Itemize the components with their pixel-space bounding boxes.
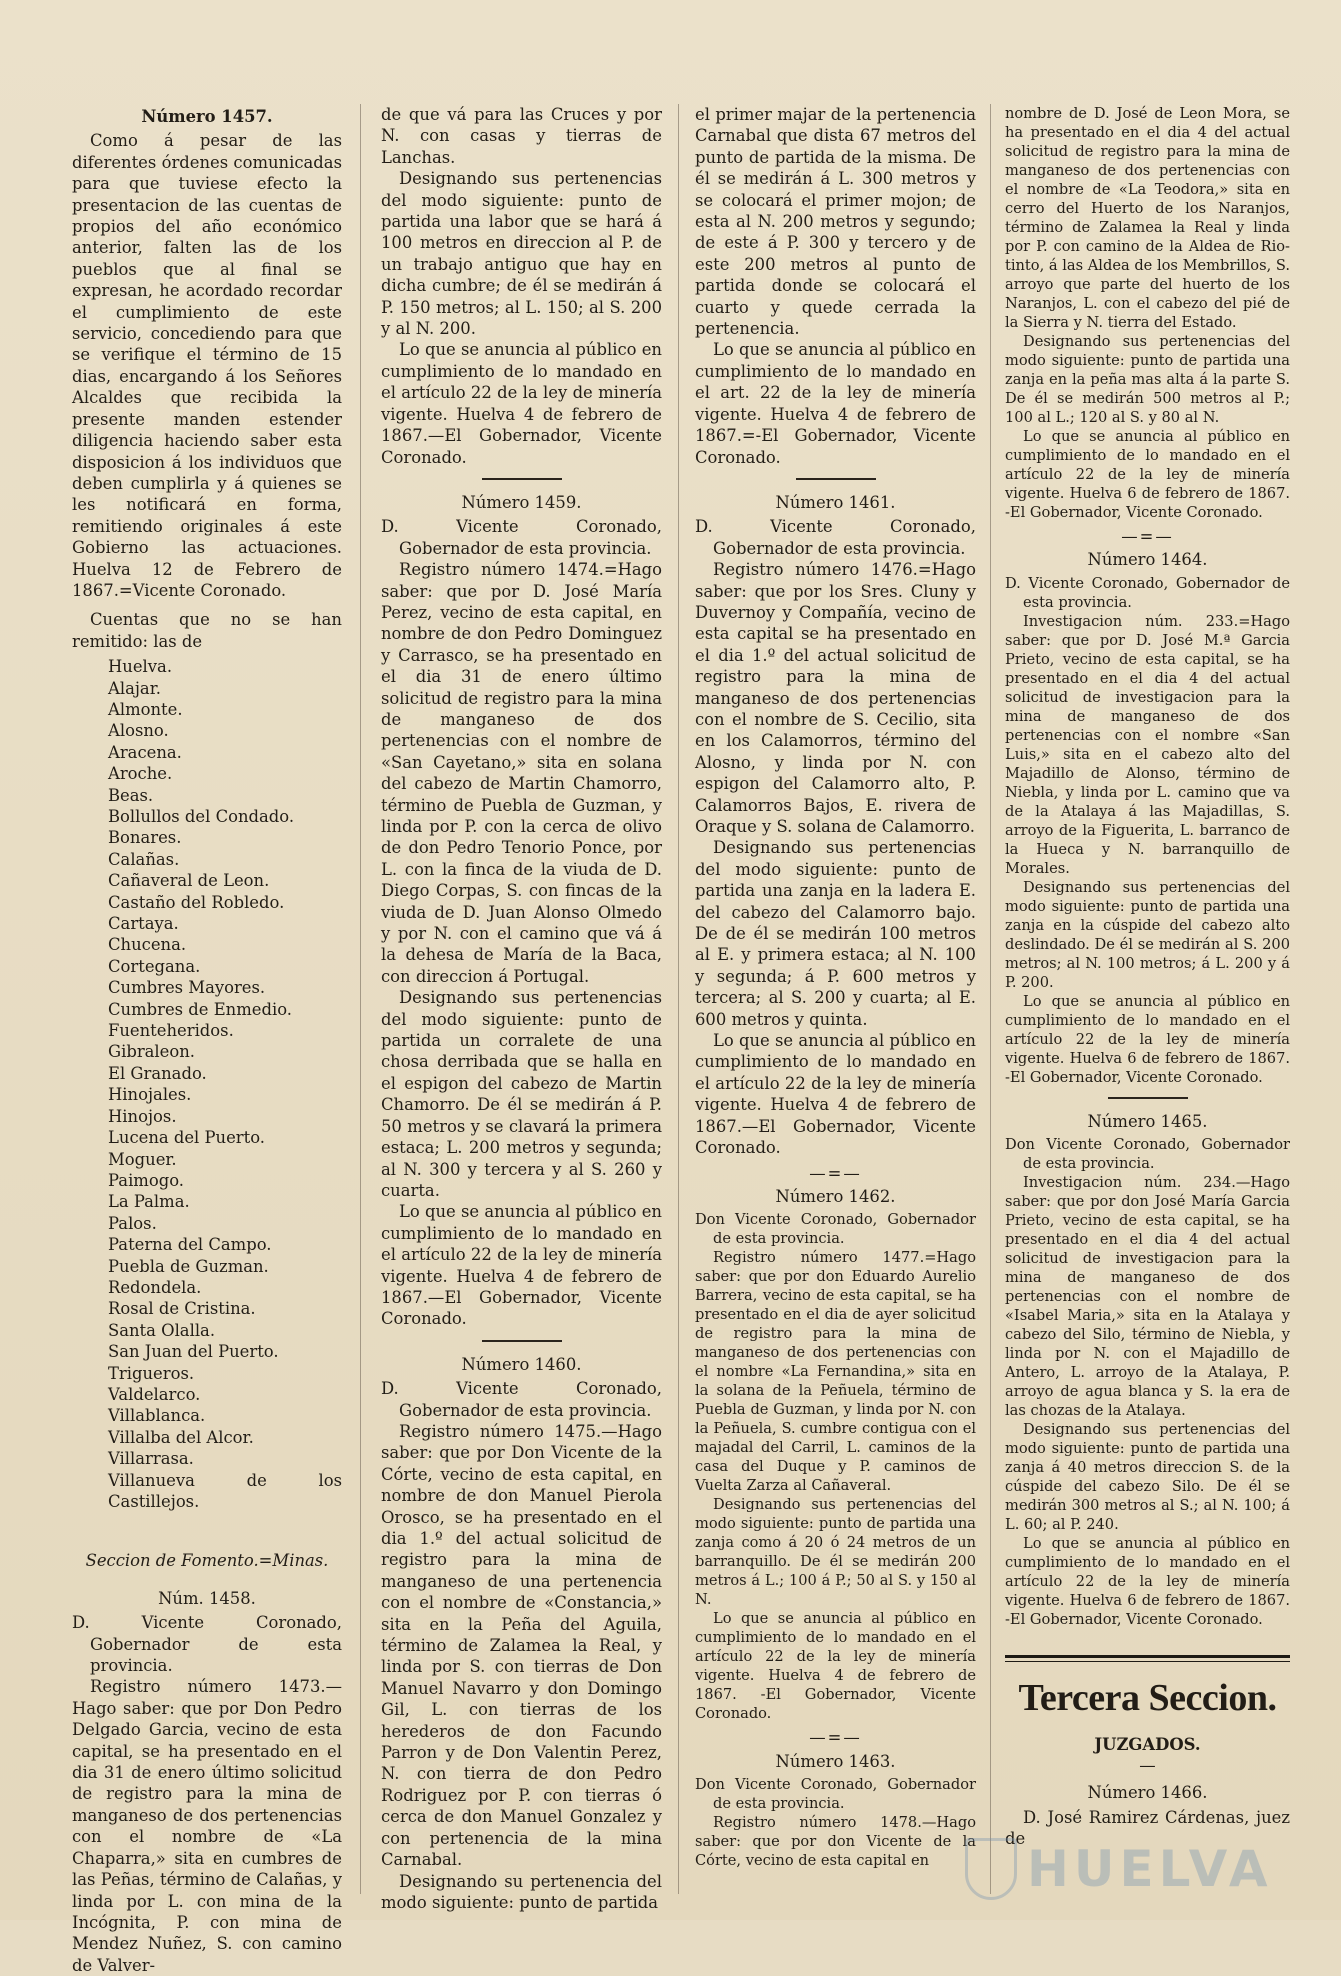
huelva-watermark [965, 1834, 1295, 1904]
column-2 [381, 104, 662, 1913]
notice-1458-title: Núm. 1458. [158, 1588, 256, 1608]
town-item: Paimogo. [108, 1170, 184, 1190]
town-item: El Granado. [108, 1063, 207, 1083]
tercera-seccion-heading: Tercera Seccion. [1018, 1677, 1277, 1720]
juzgados-dash: — [1139, 1756, 1156, 1776]
town-item: Villablanca. [108, 1406, 206, 1426]
notice-1463-block [695, 1775, 976, 1870]
town-item: Almonte. [108, 699, 183, 719]
notice-1461-registration: Registro número 1476.=Hago saber: que por los Sres. Cluny y Duvernoy y Compañía, vecino de esta capital se ha presentado en el dia 1.º del actual solicitud de registro para la mina de manganeso de dos pertenencias con el nombre de S. Cecilio, sita en los Calamorros, término del Alosno, y linda por N. con espigon del Calamorro alto, P. Calamorros Bajos, E. rivera de Oraque y S. solana de Calamorro. [695, 560, 976, 836]
town-item: Calañas. [108, 849, 180, 869]
notice-1465-official: Don Vicente Coronado, Gobernador de esta provincia. [1005, 1136, 1290, 1173]
town-item: Beas. [108, 785, 154, 805]
town-item: Cartaya. [108, 914, 179, 934]
notice-1460-title: Número 1460. [461, 1354, 582, 1374]
town-item: Aroche. [108, 764, 173, 784]
town-item: Rosal de Cristina. [108, 1299, 256, 1319]
town-item: Bollullos del Condado. [108, 807, 295, 826]
notice-1465-designation: Designando sus pertenencias del modo siguiente: punto de partida una zanja á 40 metros direccion S. de la cúspide del cabezo Silo. De él se medirán 300 metros al S.; al N. 100; á L. 60; al P. 240. [1005, 1421, 1290, 1534]
notice-1460-announcement: Lo que se anuncia al público en cumplimiento de lo mandado en el art. 22 de la ley de minería vigente. Huelva 4 de febrero de 1867.=-El Gobernador, Vicente Coronado. [695, 340, 976, 467]
town-item: Alajar. [108, 678, 161, 698]
notice-1465-announcement: Lo que se anuncia al público en cumplimiento de lo mandado en el artículo 22 de la ley de minería vigente. Huelva 6 de febrero de 1867. -El Gobernador, Vicente Coronado. [1005, 1535, 1290, 1629]
town-item: Paterna del Campo. [108, 1235, 272, 1255]
town-item: Palos. [108, 1213, 157, 1233]
town-item: Lucena del Puerto. [108, 1128, 265, 1148]
notice-1460-registration: Registro número 1475.—Hago saber: que por Don Vicente de la Córte, vecino de esta capital, en nombre de don Manuel Pierola Orosco, se ha presentado en el dia 1.º del actual solicitud de registro para la mina de manganeso de una pertenencia con el nombre de «Constancia,» sita en la Peña del Aguila, término de Zalamea la Real, y linda por S. con tierras de Don Manuel Navarro y don Domingo Gil, L. con tierras de los herederos de don Facundo Parron y de Don Valentin Perez, N. con tierra de don Pedro Rodriguez por P. con tierras ó cerca de don Manuel Gonzalez y con pertenencia de la mina Carnabal. [381, 1421, 662, 1870]
separator-equals: —=— [809, 1163, 862, 1183]
town-item: Alosno. [108, 721, 169, 741]
notice-1463-continuation: nombre de D. José de Leon Mora, se ha presentado en el dia 4 del actual solicitud de registro para la mina de manganeso de dos pertenencias con el nombre de «La Teodora,» sita en cerro del Huerto de los Naranjos, término de Zalamea la Real y linda por P. con camino de la Aldea de Rio-tinto, á las Aldea de los Membrillos, S. arroyo que parte del huerto de los Naranjos, L. con el cabezo del pié de la Sierra y N. tierra del Estado. [1005, 105, 1290, 331]
separator-equals: —=— [809, 1728, 862, 1748]
cuentas-intro: Cuentas que no se han remitido: las de [72, 610, 342, 651]
notice-1464-official: D. Vicente Coronado, Gobernador de esta provincia. [1005, 574, 1290, 611]
notice-1466-text: D. José Ramirez Cárdenas, juez de [1005, 1807, 1290, 1849]
notice-1461-designation: Designando sus pertenencias del modo siguiente: punto de partida una zanja en la ladera E. del cabezo del Calamorro bajo. De de él se medirán 100 metros al E. y primera estaca; al N. 100 y segunda; á P. 600 metros y tercera; al S. 200 y cuarta; al E. 600 metros y quinta. [695, 838, 976, 1029]
notice-1458-official: D. Vicente Coronado, Gobernador de esta provincia. [72, 1613, 342, 1676]
notice-1462-title: Número 1462. [775, 1186, 896, 1206]
town-item: Valdelarco. [108, 1384, 201, 1404]
notice-1459-official: D. Vicente Coronado, Gobernador de esta provincia. [381, 517, 662, 558]
juzgados-heading: JUZGADOS. [1094, 1734, 1201, 1754]
coat-of-arms-icon [965, 1838, 1017, 1900]
column-1 [72, 104, 342, 1976]
town-item: Castaño del Robledo. [108, 892, 285, 912]
notice-1462-block [695, 1210, 976, 1723]
town-item: Hinojos. [108, 1106, 177, 1126]
town-item: Santa Olalla. [108, 1320, 216, 1340]
notice-1465-block [1005, 1135, 1290, 1629]
town-item: Hinojales. [108, 1085, 192, 1105]
separator-rule [482, 1340, 562, 1342]
town-item: Cumbres de Enmedio. [108, 999, 292, 1019]
column-divider [990, 104, 991, 1894]
notice-1459-registration: Registro número 1474.=Hago saber: que por D. José María Perez, vecino de esta capital, en nombre de don Pedro Dominguez y Carrasco, se ha presentado en el dia 31 de enero último solicitud de registro para la mina de manganeso de dos pertenencias con el nombre de «San Cayetano,» sita en solana del cabezo de Martin Chamorro, término de Puebla de Guzman, y linda por P. con la cerca de olivo de don Pedro Tenorio Ponce, por L. con la finca de la viuda de D. Diego Corpas, S. con fincas de la viuda de D. Juan Alonso Olmedo y por N. con el camino que vá á la dehesa de María de la Baca, con direccion á Portugal. [381, 560, 662, 986]
notice-1465-title: Número 1465. [1087, 1111, 1208, 1131]
town-item: Trigueros. [108, 1363, 195, 1383]
town-item: Cañaveral de Leon. [108, 871, 270, 891]
town-item: Gibraleon. [108, 1042, 196, 1062]
town-item: Villalba del Alcor. [108, 1427, 254, 1447]
notice-1460-designation: Designando su pertenencia del modo siguiente: punto de partida [381, 1871, 662, 1912]
column-divider [360, 104, 361, 1894]
notice-1461-announcement: Lo que se anuncia al público en cumplimiento de lo mandado en el artículo 22 de la ley de minería vigente. Huelva 4 de febrero de 1867.—El Gobernador, Vicente Coronado. [695, 1031, 976, 1158]
town-item: Aracena. [108, 742, 182, 762]
notice-1457-body: Como á pesar de las diferentes órdenes comunicadas para que tuviese efecto la presentacion de las cuentas de propios del año económico anterior, falten las de los pueblos que al final se expresan, he acordado recordar el cumplimiento de este servicio, concediendo para que se verifique el término de 15 dias, encargando á los Señores Alcaldes que recibida la presente manden estender diligencia haciendo saber esta disposicion á los individuos que deben cumplirla y á quienes se les notificará en forma, remitiendo originales á este Gobierno las actuaciones. Huelva 12 de Febrero de 1867.=Vicente Coronado. [72, 131, 342, 600]
town-item: Cumbres Mayores. [108, 978, 266, 998]
notice-1463-title: Número 1463. [775, 1751, 896, 1771]
notice-1463-official: Don Vicente Coronado, Gobernador de esta provincia. [695, 1776, 976, 1813]
notice-1459-designation: Designando sus pertenencias del modo siguiente: punto de partida un corralete de una chosa derribada que se halla en el espigon del cabezo de Martin Chamorro. De él se medirán á P. 50 metros y se clavará la primera estaca; L. 200 metros y segunda; al N. 300 y tercera y al S. 260 y cuarta. [381, 988, 662, 1200]
notice-1462-official: Don Vicente Coronado, Gobernador de esta provincia. [695, 1211, 976, 1248]
town-item: La Palma. [108, 1192, 190, 1212]
towns-list [108, 656, 342, 1512]
notice-1459-announcement: Lo que se anuncia al público en cumplimiento de lo mandado en el artículo 22 de la ley de minería vigente. Huelva 4 de febrero de 1867.—El Gobernador, Vicente Coronado. [381, 1202, 662, 1329]
town-item: Fuenteheridos. [108, 1021, 234, 1041]
separator-equals: —=— [1121, 527, 1174, 546]
notice-1466-title: Número 1466. [1087, 1783, 1208, 1803]
notice-1461-title: Número 1461. [775, 492, 896, 512]
notice-1464-title: Número 1464. [1087, 550, 1208, 570]
section-double-rule [1005, 1655, 1290, 1658]
notice-1463-designation: Designando sus pertenencias del modo siguiente: punto de partida una zanja en la peña mas alta á la parte S. De él se medirán 500 metros al P.; 100 al L.; 120 al S. y 80 al N. [1005, 333, 1290, 426]
notice-1458-body: Registro número 1473.—Hago saber: que por Don Pedro Delgado Garcia, vecino de esta capital, se ha presentado en el dia 31 de enero último solicitud de registro para la mina de manganeso de dos pertenencias con el nombre de «La Chaparra,» sita en cumbres de las Peñas, término de Calañas, y linda por L. con mina de la Incógnita, P. con mina de Mendez Nuñez, S. con camino de Valver- [72, 1677, 342, 1975]
notice-1462-designation: Designando sus pertenencias del modo siguiente: punto de partida una zanja como á 20 ó 24 metros de un barranquillo. De él se medirán 200 metros á L.; 100 á P.; 50 al S. y 150 al N. [695, 1496, 976, 1609]
notice-1464-designation: Designando sus pertenencias del modo siguiente: punto de partida una zanja en la cúspide del cabezo alto deslindado. De él se medirán al S. 200 metros; al N. 100 metros; á L. 200 y á P. 200. [1005, 878, 1290, 991]
notice-1463-registration: Registro número 1478.—Hago saber: que por don Vicente de la Córte, vecino de esta capital en [695, 1814, 976, 1870]
notice-1460-official: D. Vicente Coronado, Gobernador de esta provincia. [381, 1379, 662, 1420]
notice-1462-registration: Registro número 1477.=Hago saber: que por don Eduardo Aurelio Barrera, vecino de esta capital, se ha presentado en el dia de ayer solicitud de registro para la mina de manganeso de dos pertenencias con el nombre «La Fernandina,» sita en la solana de la Peñuela, término de Puebla de Guzman, y linda por N. con la Peñuela, S. cumbre contigua con el majadal del Carril, L. caminos de la casa del Duque y P. caminos de Vuelta Zarza al Cañaveral. [695, 1249, 976, 1495]
separator-rule [482, 478, 562, 480]
notice-1458-announcement: Lo que se anuncia al público en cumplimiento de lo mandado en el artículo 22 de la ley de minería vigente. Huelva 4 de febrero de 1867.—El Gobernador, Vicente Coronado. [381, 340, 662, 467]
town-item: Villanueva de los Castillejos. [108, 1470, 342, 1511]
notice-1461-official: D. Vicente Coronado, Gobernador de esta provincia. [695, 517, 976, 558]
town-item: Cortegana. [108, 956, 201, 976]
notice-1464-announcement: Lo que se anuncia al público en cumplimiento de lo mandado en el artículo 22 de la ley de minería vigente. Huelva 6 de febrero de 1867. -El Gobernador, Vicente Coronado. [1005, 992, 1290, 1086]
column-3 [695, 104, 976, 1870]
notice-1463-continued-block [1005, 104, 1290, 522]
town-item: Redondela. [108, 1277, 202, 1297]
separator-rule [796, 478, 876, 480]
town-item: San Juan del Puerto. [108, 1342, 279, 1362]
town-item: Bonares. [108, 828, 182, 848]
section-fomento-minas: Seccion de Fomento.=Minas. [85, 1551, 329, 1571]
town-item: Villarrasa. [108, 1449, 194, 1469]
notice-1460-continuation: el primer majar de la pertenencia Carnabal que dista 67 metros del punto de partida de la misma. De él se medirán á L. 300 metros y se colocará el primer mojon; de esta al N. 200 metros y segundo; de este á P. 300 y tercero y de este 200 metros al punto de partida donde se colocará el cuarto y quede cerrada la pertenencia. [695, 105, 976, 339]
notice-1457-title: Número 1457. [141, 107, 273, 126]
notice-1459-title: Número 1459. [461, 492, 582, 512]
watermark-text: HUELVA [1027, 1840, 1273, 1898]
town-item: Moguer. [108, 1149, 177, 1169]
notice-1465-investigation: Investigacion núm. 234.—Hago saber: que por don José María Garcia Prieto, vecino de esta capital, se ha presentado en el dia 4 del actual solicitud de investigacion para la mina de manganeso de dos pertenencias con el nombre de «Isabel Maria,» sita en la Atalaya y cabezo del Silo, término de Niebla, y linda por N. con el Majadillo de Antero, L. arroyo de la Atalaya, P. arroyo de agua blanca y S. la era de las chozas de la Atalaya. [1005, 1174, 1290, 1420]
separator-rule [1108, 1097, 1188, 1099]
column-4 [1005, 104, 1290, 1850]
town-item: Huelva. [108, 657, 173, 677]
notice-1462-announcement: Lo que se anuncia al público en cumplimiento de lo mandado en el artículo 22 de la ley de minería vigente. Huelva 4 de febrero de 1867. -El Gobernador, Vicente Coronado. [695, 1610, 976, 1723]
town-item: Puebla de Guzman. [108, 1256, 269, 1276]
town-item: Chucena. [108, 935, 187, 955]
notice-1458-continuation: de que vá para las Cruces y por N. con casas y tierras de Lanchas. [381, 105, 662, 167]
notice-1458-designation: Designando sus pertenencias del modo siguiente: punto de partida una labor que se hará á 100 metros en direccion al P. de un trabajo antiguo que hay en dicha cumbre; de él se medirán á P. 150 metros; al L. 150; al S. 200 y al N. 200. [381, 169, 662, 339]
notice-1464-investigation: Investigacion núm. 233.=Hago saber: que por D. José M.ª Garcia Prieto, vecino de esta capital, se ha presentado en el dia 4 del actual solicitud de investigacion para la mina de manganeso de dos pertenencias con el nombre «San Luis,» sita en el cabezo alto del Majadillo de Alonso, término de Niebla, y linda por L. camino que va de la Atalaya á las Majadillas, S. arroyo de la Figuerita, L. barranco de la Hueca y N. barranquillo de Morales. [1005, 612, 1290, 877]
section-double-rule-thin [1005, 1661, 1290, 1662]
column-divider [678, 104, 679, 1894]
notice-1463-announcement: Lo que se anuncia al público en cumplimiento de lo mandado en el artículo 22 de la ley de minería vigente. Huelva 6 de febrero de 1867. -El Gobernador, Vicente Coronado. [1005, 428, 1290, 521]
notice-1464-block [1005, 574, 1290, 1087]
